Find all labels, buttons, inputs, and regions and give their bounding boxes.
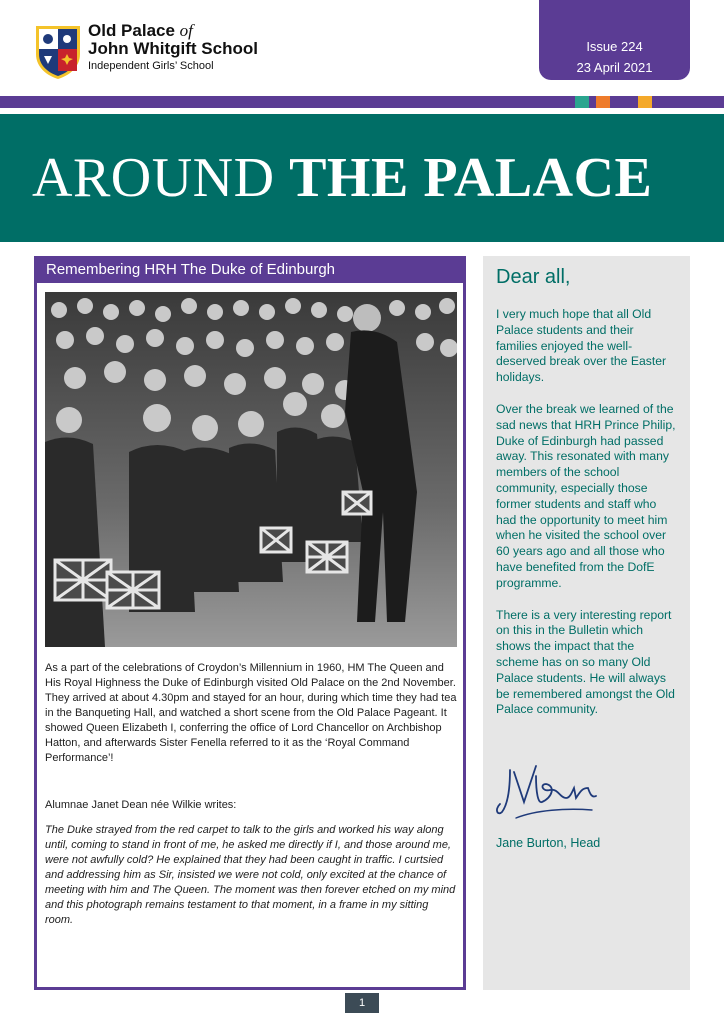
article-heading: Remembering HRH The Duke of Edinburgh xyxy=(37,259,463,283)
school-name xyxy=(88,22,258,72)
accent-dots xyxy=(575,96,652,108)
accent-dot xyxy=(596,96,610,108)
page-number: 1 xyxy=(345,993,379,1013)
letter-paragraph: Over the break we learned of the sad news that HRH Prince Philip, Duke of Edinburgh had passed away. This resonated with many members of the school community, especially those former students and staff who had the opportunity to meet him when he visited the school over 60 years ago and all those who have benefited from the DofE programme. xyxy=(496,401,676,590)
school-name-line2: John Whitgift School xyxy=(88,38,258,58)
school-crest-logo xyxy=(34,24,82,80)
newsletter-title: AROUND THE PALACE xyxy=(32,147,653,209)
issue-date: 23 April 2021 xyxy=(576,60,653,75)
accent-dot xyxy=(617,96,631,108)
letter-paragraph: There is a very interesting report on this in the Bulletin which shows the impact that the scheme has on so many Old Palace students. He will always be remembered amongst the Old Palace community. xyxy=(496,607,675,717)
handwritten-signature xyxy=(496,758,678,828)
article-panel xyxy=(34,256,466,990)
newsletter-banner xyxy=(0,114,724,242)
alumnae-quote: The Duke strayed from the red carpet to talk to the girls and worked his way along until, coming to stand in front of me, he asked me directly if I, and those around me, were not awfully cold? He explained that they had been caught in traffic. I curtsied and addressing him as Sir, insisted we were not cold, only excited at the chance of meeting with him and The Queen. The moment was then forever etched on my mind and this photograph remains testament to that moment, in a frame in my sitting room. xyxy=(45,824,456,926)
issue-number: Issue 224 xyxy=(586,39,643,54)
head-letter-panel xyxy=(483,256,690,990)
historic-photo xyxy=(45,292,457,647)
signer-name: Jane Burton, Head xyxy=(496,836,601,851)
article-body xyxy=(45,661,459,928)
accent-dot xyxy=(638,96,652,108)
issue-tab xyxy=(539,0,690,80)
accent-dot xyxy=(575,96,589,108)
letter-greeting: Dear all, xyxy=(496,266,571,288)
article-paragraph: As a part of the celebrations of Croydon’s Millennium in 1960, HM The Queen and His Royal Highness the Duke of Edinburgh visited Old Palace on the 2nd November. They arrived at about 4.30pm and stayed for an hour, during which time they had tea in the Banqueting Hall, and watched a short scene from the Old Palace Pageant. It showed Queen Elizabeth I, conferring the office of Lord Chancellor on Archbishop Hatton, and afterwards Sister Fenella referred to it as the ‘Royal Command Performance’! xyxy=(45,662,457,764)
letter-paragraph: I very much hope that all Old Palace students and their families enjoyed the well-deserved break over the Easter holidays. xyxy=(496,307,667,385)
school-name-line1: Old Palace of xyxy=(88,21,193,40)
alumnae-intro: Alumnae Janet Dean née Wilkie writes: xyxy=(45,799,237,811)
school-subtitle: Independent Girls’ School xyxy=(88,59,214,72)
